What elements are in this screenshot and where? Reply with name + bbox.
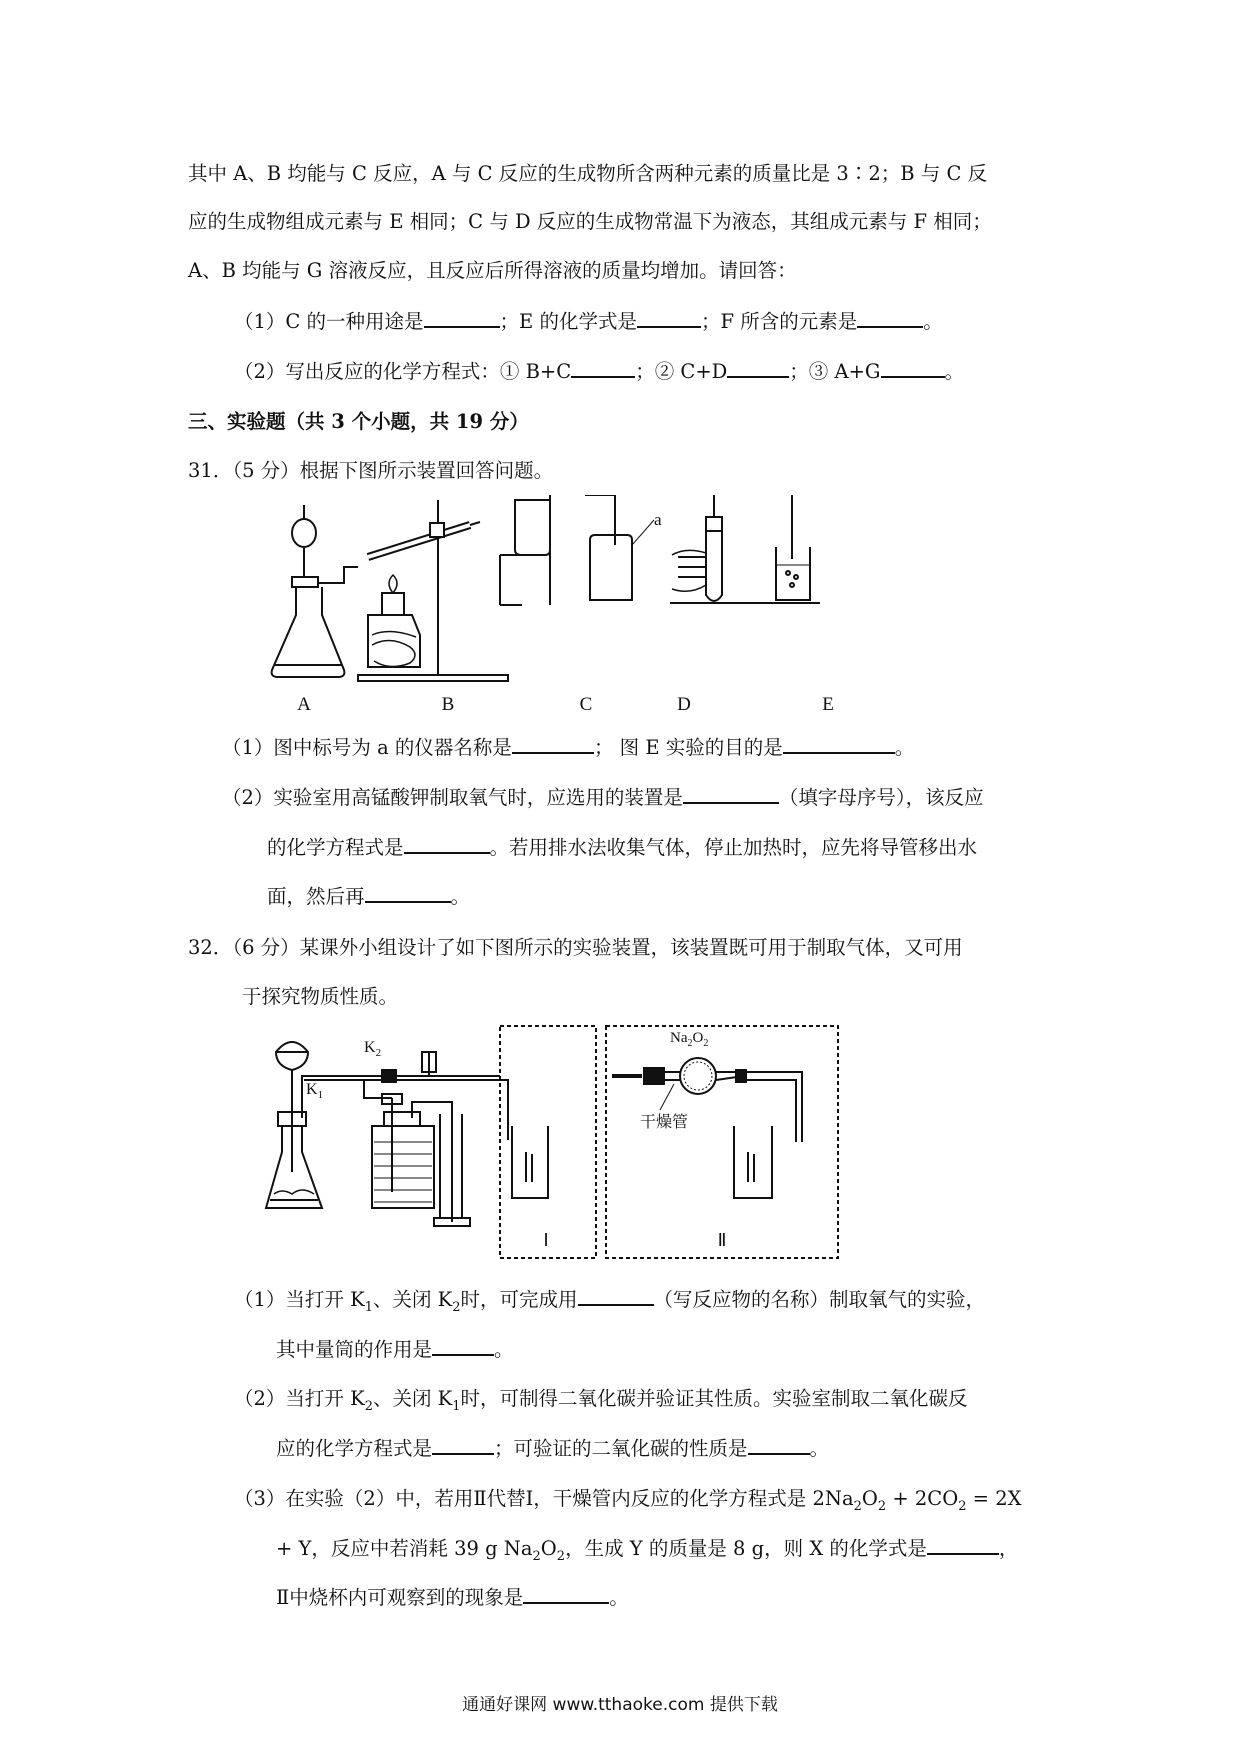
answer-blank[interactable] — [523, 1584, 609, 1604]
q32-stem-line-2: 于探究物质性质。 — [242, 985, 399, 1008]
answer-blank[interactable] — [578, 1286, 654, 1306]
q32-stem-line-1: 32．（6 分）某课外小组设计了如下图所示的实验装置，该装置既可用于制取气体，又可用 — [188, 936, 963, 959]
apparatus-a — [272, 505, 358, 677]
mark-a-label: a — [654, 510, 662, 529]
answer-blank[interactable] — [927, 1535, 999, 1555]
section-heading: 三、实验题（共 3 个小题，共 19 分） — [188, 410, 529, 433]
q31-stem: 31．（5 分）根据下图所示装置回答问题。 — [188, 459, 554, 482]
footer-credit: 通通好课网 www.tthaoke.com 提供下载 — [462, 1695, 778, 1715]
answer-blank[interactable] — [637, 308, 701, 328]
label-c: C — [579, 694, 593, 715]
na2o2-label: $Na_2O_2$ — [670, 1030, 709, 1049]
q31-sub-2: （2）实验室用高锰酸钾制取氧气时，应选用的装置是 （填字母序号），该反应 — [222, 786, 984, 809]
q32-sub-3: （3）在实验（2）中，若用Ⅱ代替Ⅰ，干燥管内反应的化学方程式是 $2Na_2O_2 + 2CO_2 = 2X$ — [234, 1487, 1022, 1514]
answer-blank[interactable] — [571, 358, 635, 378]
answer-blank[interactable] — [727, 358, 789, 378]
answer-blank[interactable] — [432, 1435, 494, 1455]
q30-sub-1: （1）C 的一种用途是 ；E 的化学式是 ；F 所含的元素是 。 — [234, 310, 943, 333]
answer-blank[interactable] — [857, 308, 923, 328]
intro-line-3: A、B 均能与 G 溶液反应，且反应后所得溶液的质量均增加。请回答： — [188, 259, 797, 282]
apparatus-c — [500, 495, 550, 605]
q32-sub-3-line-3: Ⅱ中烧杯内可观察到的现象是 。 — [276, 1586, 629, 1609]
q31-sub-2-line-3: 面，然后再 。 — [267, 885, 471, 908]
q32-sub-2: （2）当打开 $K_2$、关闭 $K_1$时，可制得二氧化碳并验证其性质。实验室制取二氧化碳反 — [234, 1387, 968, 1414]
label-b: B — [441, 694, 455, 715]
answer-blank[interactable] — [683, 784, 779, 804]
q31-apparatus-figure — [260, 495, 940, 715]
answer-blank[interactable] — [432, 1336, 494, 1356]
answer-blank[interactable] — [512, 734, 594, 754]
q32-sub-1-line-2: 其中量筒的作用是 。 — [276, 1338, 514, 1361]
k1-label: $K_1$ — [306, 1081, 324, 1101]
apparatus-b — [358, 500, 508, 681]
answer-blank[interactable] — [365, 883, 451, 903]
answer-blank[interactable] — [748, 1435, 810, 1455]
answer-blank[interactable] — [424, 308, 500, 328]
label-e: E — [822, 694, 834, 715]
q32-sub-3-line-2: + Y，反应中若消耗 39 g $Na_2O_2$，生成 Y 的质量是 8 g，则 X 的化学式是 ， — [276, 1537, 1019, 1564]
q32-sub-2-line-2: 应的化学方程式是 ；可验证的二氧化碳的性质是 。 — [276, 1437, 830, 1460]
q30-sub-2: （2）写出反应的化学方程式：① B+C ；② C+D ；③ A+G 。 — [234, 360, 965, 383]
q32-apparatus-figure — [262, 1022, 842, 1262]
answer-blank[interactable] — [783, 734, 895, 754]
dryer-label: 干燥管 — [640, 1114, 689, 1131]
answer-blank[interactable] — [881, 358, 945, 378]
k2-label: $K_2$ — [364, 1039, 382, 1059]
label-a: A — [297, 694, 311, 715]
apparatus-d — [585, 495, 654, 600]
q32-sub-1: （1）当打开 $K_1$、关闭 $K_2$时，可完成用 （写反应物的名称）制取氧气的实验， — [234, 1288, 986, 1315]
intro-line-2: 应的生成物组成元素与 E 相同；C 与 D 反应的生成物常温下为液态，其组成元素与 F 相同； — [188, 210, 992, 233]
answer-blank[interactable] — [404, 834, 490, 854]
box-i-label: Ⅰ — [543, 1230, 549, 1250]
q31-sub-2-line-2: 的化学方程式是 。若用排水法收集气体，停止加热时，应先将导管移出水 — [267, 836, 978, 859]
q31-sub-1: （1）图中标号为 a 的仪器名称是 ； 图 E 实验的目的是 。 — [222, 736, 915, 759]
box-ii-label: Ⅱ — [717, 1230, 727, 1250]
intro-line-1: 其中 A、B 均能与 C 反应，A 与 C 反应的生成物所含两种元素的质量比是 3∶2；B 与 C 反 — [188, 162, 988, 185]
apparatus-e — [670, 495, 820, 603]
label-d: D — [677, 694, 691, 715]
